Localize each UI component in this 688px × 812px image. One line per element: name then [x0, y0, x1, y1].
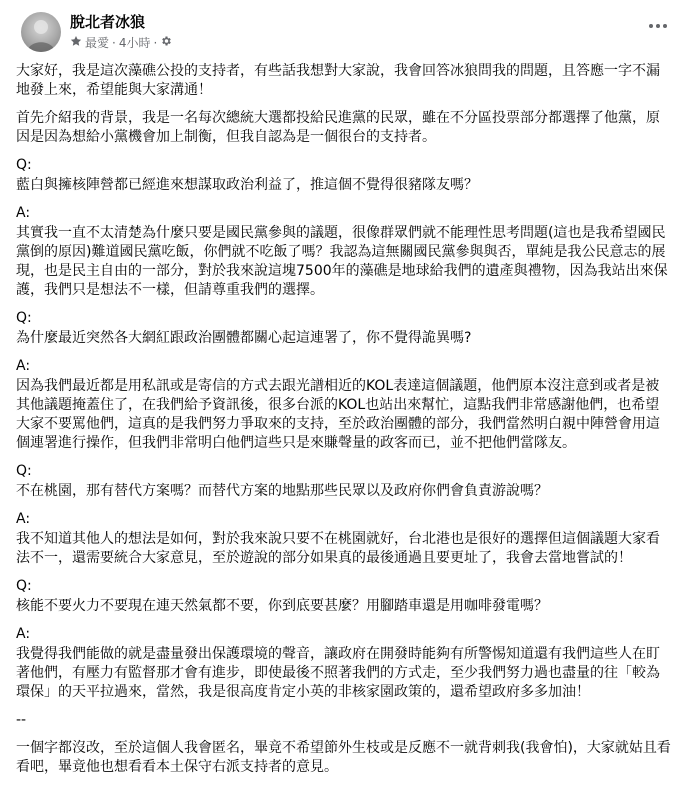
post-paragraph: 首先介紹我的背景，我是一名每次總統大選都投給民進黨的民眾，雖在不分區投票部分都選擇了他黨，原因是因為想給小黨機會加上制衡，但我自認為是一個很台的支持者。	[16, 110, 660, 145]
post-header	[0, 0, 688, 62]
post-time[interactable]: 4小時	[118, 36, 151, 50]
meta-separator-2: ·	[153, 36, 158, 50]
answer-text: 其實我一直不太清楚為什麼只要是國民黨參與的議題，很像群眾們就不能理性思考問題(這也是我希望國民黨倒的原因)難道國民黨吃飯，你們就不吃飯了嗎？我認為這無關國民黨參與與否，單純是我公民意志的展現，也是民主自由的一部分，對於我來說這塊7500年的藻礁是地球給我們的遺產與禮物，因為我站出來保護，我們只是想法不一樣，但請尊重我們的選擇。	[16, 225, 668, 298]
more-options-icon[interactable]	[640, 14, 676, 38]
answer-label: A:	[16, 205, 31, 221]
question-label: Q:	[16, 157, 32, 173]
star-icon	[70, 34, 82, 52]
question-text: 為什麼最近突然各大網紅跟政治團體都關心起這連署了，你不覺得詭異嗎?	[16, 330, 472, 346]
gear-icon[interactable]	[160, 34, 172, 52]
question-label: Q:	[16, 310, 32, 326]
avatar[interactable]	[21, 12, 61, 52]
answer-label: A:	[16, 511, 31, 527]
post-body	[16, 62, 672, 786]
meta-separator: ·	[112, 36, 116, 50]
question-text: 不在桃園，那有替代方案嗎？而替代方案的地點那些民眾以及政府你們會負責游說嗎？	[16, 483, 548, 499]
post-meta	[70, 34, 172, 52]
question-label: Q:	[16, 463, 32, 479]
question-text: 藍白與擁核陣營都已經進來想謀取政治利益了，推這個不覺得很豬隊友嗎？	[16, 177, 478, 193]
post-paragraph: 大家好，我是這次藻礁公投的支持者，有些話我想對大家說，我會回答冰狼問我的問題，且答應一字不漏地發上來，希望能與大家溝通！	[16, 63, 660, 98]
answer-label: A:	[16, 358, 31, 374]
question-text: 核能不要火力不要現在連天然氣都不要，你到底要甚麼？用腳踏車還是用咖啡發電嗎？	[16, 598, 548, 614]
separator-line: --	[16, 712, 27, 728]
question-label: Q:	[16, 578, 32, 594]
answer-text: 我覺得我們能做的就是盡量發出保護環境的聲音，讓政府在開發時能夠有所警惕知道還有我們這些人在盯著他們，有壓力有監督那才會有進步，即使最後不照著我們的方式走，至少我們努力過也盡量的往「較為環保」的天平拉過來，當然，我是很高度肯定小英的非核家園政策的，還希望政府多多加油！	[16, 646, 660, 700]
author-name[interactable]: 脫北者冰狼	[70, 13, 146, 31]
pin-label[interactable]: 最愛	[85, 36, 110, 50]
answer-text: 因為我們最近都是用私訊或是寄信的方式去跟光譜相近的KOL表達這個議題，他們原本沒注意到或者是被其他議題掩蓋住了，在我們給予資訊後，很多台派的KOL也站出來幫忙，這點我們非常感謝他們，也希望大家不要罵他們，這真的是我們努力爭取來的支持，至於政治團體的部分，我們當然明白親中陣營會用這個連署進行操作，但我們非常明白他們這些只是來賺聲量的政客而已，並不把他們當隊友。	[16, 378, 660, 451]
answer-label: A:	[16, 626, 31, 642]
answer-text: 我不知道其他人的想法是如何，對於我來說只要不在桃園就好，台北港也是很好的選擇但這個議題大家看法不一，還需要統合大家意見，至於遊說的部分如果真的最後通過且要更址了，我會去當地嘗試的！	[16, 531, 660, 566]
post-paragraph: 一個字都沒改，至於這個人我會匿名，畢竟不希望節外生枝或是反應不一就背刺我(我會怕)，大家就姑且看看吧，畢竟他也想看看本土保守右派支持者的意見。	[16, 740, 671, 775]
